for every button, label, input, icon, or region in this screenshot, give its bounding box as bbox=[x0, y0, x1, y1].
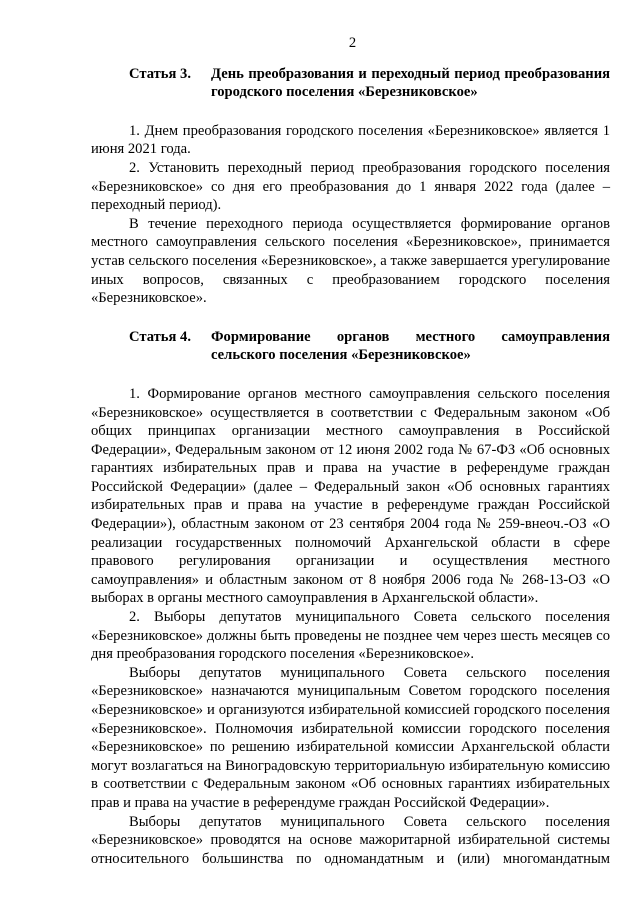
document-page bbox=[91, 34, 610, 868]
article-3-title: День преобразования и переходный период преобразования городского поселения «Березниковское» bbox=[211, 65, 610, 101]
article-4-number: Статья 4. bbox=[129, 328, 191, 345]
article-4-paragraph-1: 1. Формирование органов местного самоуправления сельского поселения «Березниковское» осуществляется в соответствии с Федеральным законом «Об общих принципах организации местного самоуправления в Российской Федерации», Федеральным законом от 12 июня 2002 года № 67-ФЗ «Об основных гарантиях избирательных прав и права на участие в референдуме граждан Российской Федерации» (далее – Федеральный закон «Об основных гарантиях избирательных прав и права на участие в референдуме граждан Российской Федерации»), областным законом от 23 сентября 2004 года № 259-внеоч.-ОЗ «О реализации государственных полномочий Архангельской области в сфере правового регулирования организации и осуществления местного самоуправления» и областным законом от 8 ноября 2006 года № 268-13-ОЗ «О выборах в органы местного самоуправления в Архангельской области». bbox=[91, 385, 610, 607]
article-3-heading bbox=[91, 65, 610, 102]
article-4-paragraph-2: 2. Выборы депутатов муниципального Совета сельского поселения «Березниковское» должны быть проведены не позднее чем через шесть месяцев со дня преобразования городского поселения «Березниковское». bbox=[91, 609, 610, 663]
article-4-title: Формирование органов местного самоуправления сельского поселения «Березниковское» bbox=[211, 328, 610, 364]
article-3-paragraph-2: 2. Установить переходный период преобразования городского поселения «Березниковское» со дня его преобразования до 1 января 2022 года (далее – переходный период). bbox=[91, 159, 610, 214]
article-3-paragraph-3: В течение переходного периода осуществляется формирование органов местного самоуправления сельского поселения «Березниковское», принимается устав сельского поселения «Березниковское», а также завершается урегулирование иных вопросов, связанных с преобразованием городского поселения «Березниковское». bbox=[91, 215, 610, 307]
article-4-paragraph-3: Выборы депутатов муниципального Совета сельского поселения «Березниковское» назначаются муниципальным Советом городского поселения «Березниковское» и организуются избирательной комиссией городского поселения «Березниковское». Полномочия избирательной комиссии городского поселения «Березниковское» по решению избирательной комиссии Архангельской области могут возлагаться на Виноградовскую территориальную избирательную комиссию в соответствии с Федеральным законом «Об основных гарантиях избирательных прав и права на участие в референдуме граждан Российской Федерации». bbox=[91, 664, 610, 811]
article-4-heading bbox=[91, 328, 610, 365]
page-number: 2 bbox=[348, 35, 357, 51]
article-4-paragraph-4: Выборы депутатов муниципального Совета сельского поселения «Березниковское» проводятся на основе мажоритарной избирательной системы относительного большинства по одномандатным и (или) многомандатным bbox=[91, 813, 610, 867]
article-3-number: Статья 3. bbox=[129, 65, 191, 82]
article-3-paragraph-1: 1. Днем преобразования городского поселения «Березниковское» является 1 июня 2021 года. bbox=[91, 122, 610, 158]
